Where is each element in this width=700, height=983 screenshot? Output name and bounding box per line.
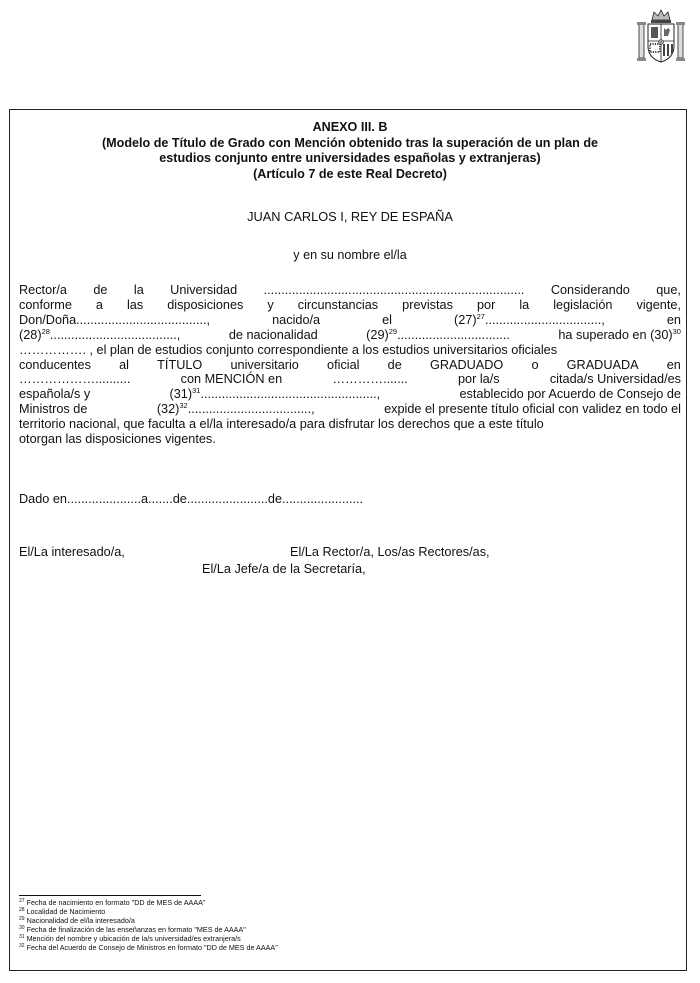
- annex-title: ANEXO III. B: [312, 120, 388, 134]
- signature-rector: El/La Rector/a, Los/as Rectores/as,: [290, 545, 490, 559]
- ref-32: $(32)^{32}$...................................,: [156, 401, 315, 417]
- body-line-5: ……………. , el plan de estudios conjunto correspondiente a los estudios universitarios oficiales: [19, 342, 558, 357]
- body-line-7: [19, 372, 681, 387]
- word: establecido por Acuerdo de Consejo de: [459, 387, 681, 402]
- word: con MENCIÓN en: [180, 372, 283, 387]
- word: y: [267, 297, 274, 312]
- body-line-2: [19, 298, 681, 313]
- ref-27: $(27)^{27}$.................................,: [454, 311, 605, 327]
- word: por la/s: [458, 372, 500, 387]
- signature-interested: El/La interesado/a,: [19, 545, 125, 559]
- name-blank: Don/Doña.....................................,: [19, 312, 211, 327]
- ref-29: $(29)^{29}$................................: [366, 326, 510, 342]
- word: oficial: [327, 357, 360, 372]
- word: o: [531, 357, 539, 372]
- annex-subtitle-line-3: (Artículo 7 de este Real Decreto): [253, 166, 447, 181]
- body-line-10: territorio nacional, que faculta a el/la interesado/a para disfrutar los derechos que a este título: [19, 417, 544, 432]
- word: Considerando: [550, 283, 630, 297]
- word: GRADUADO: [429, 357, 504, 372]
- word: al: [119, 357, 129, 372]
- word: expide el presente título oficial con validez en todo el: [384, 402, 681, 417]
- word: la: [519, 297, 530, 312]
- footnote-item: $^{31}$ Mención del nombre y ubicación de la/s universidad/es extranjera/s: [19, 933, 241, 943]
- word: española/s y: [19, 387, 91, 402]
- word: en: [666, 312, 681, 327]
- word: circunstancias: [297, 297, 379, 312]
- coat-of-arms-icon: [636, 8, 686, 64]
- ref-30: ha superado en $(30)^{30}$: [558, 326, 681, 342]
- word: GRADUADA: [566, 357, 639, 372]
- word: las: [126, 297, 144, 312]
- footnote-item: $^{27}$ Fecha de nacimiento en formato "DD de MES de AAAA": [19, 898, 206, 907]
- footnote-divider: [19, 895, 201, 896]
- word: citada/s Universidad/es: [549, 372, 681, 387]
- word: previstas: [402, 297, 453, 312]
- word: universitario: [230, 357, 299, 372]
- word: por: [476, 297, 496, 312]
- annex-heading: [0, 120, 700, 182]
- word: Universidad: [170, 283, 238, 297]
- annex-subtitle-line-2: estudios conjunto entre universidades españolas y extranjeras): [159, 151, 541, 165]
- body-line-8: [19, 387, 681, 402]
- word: de nacionalidad: [228, 327, 318, 342]
- word: Ministros de: [19, 402, 88, 417]
- word: legislación: [553, 297, 613, 312]
- word: de: [387, 357, 402, 372]
- word: a: [95, 297, 103, 312]
- footnote-item: $^{28}$ Localidad de Nacimiento: [19, 906, 106, 916]
- word: conducentes: [19, 357, 91, 372]
- word: en: [666, 357, 681, 372]
- word: Rector/a: [19, 283, 67, 297]
- footnotes: [19, 899, 278, 952]
- footnote-item: $^{32}$ Fecha del Acuerdo de Consejo de Ministros en formato "DD de MES de AAAA": [19, 942, 278, 952]
- word: conforme: [19, 297, 72, 312]
- ref-28: $(28)^{28}$....................................,: [19, 326, 181, 342]
- body-line-6: [19, 358, 681, 373]
- word: TÍTULO: [157, 357, 203, 372]
- mention-blank: ………….......: [332, 372, 408, 387]
- ref-31: $(31)^{31}$..................................................,: [169, 386, 381, 402]
- footnote-item: $^{30}$ Fecha de finalización de las enseñanzas en formato "MES de AAAA": [19, 924, 246, 934]
- body-line-4: [19, 328, 681, 343]
- word: el: [382, 312, 392, 327]
- body-line-11: otorgan las disposiciones vigentes.: [19, 432, 216, 447]
- word: vigente,: [636, 297, 681, 312]
- king-line: JUAN CARLOS I, REY DE ESPAÑA: [247, 209, 453, 224]
- signature-secretary: El/La Jefe/a de la Secretaría,: [202, 562, 366, 576]
- title-body-paragraph: [19, 283, 681, 447]
- body-line-1: [19, 283, 681, 298]
- word: de: [93, 283, 108, 297]
- body-line-3: [19, 313, 681, 328]
- issue-place-date-line: Dado en.....................a.......de.......................de.......................: [19, 492, 364, 506]
- word: la: [133, 283, 144, 297]
- word: nacido/a: [272, 312, 321, 327]
- degree-blank: ………………..........: [19, 372, 131, 387]
- document-frame: [9, 109, 687, 971]
- word: disposiciones: [167, 297, 244, 312]
- in-name-line: y en su nombre el/la: [293, 248, 407, 262]
- word: que,: [656, 283, 681, 297]
- footnote-item: $^{29}$ Nacionalidad de el/la interesado/a: [19, 915, 135, 925]
- annex-subtitle-line-1: (Modelo de Título de Grado con Mención obtenido tras la superación de un plan de: [101, 135, 599, 150]
- body-line-9: [19, 402, 681, 417]
- university-blank: ..........................................................................: [263, 283, 525, 297]
